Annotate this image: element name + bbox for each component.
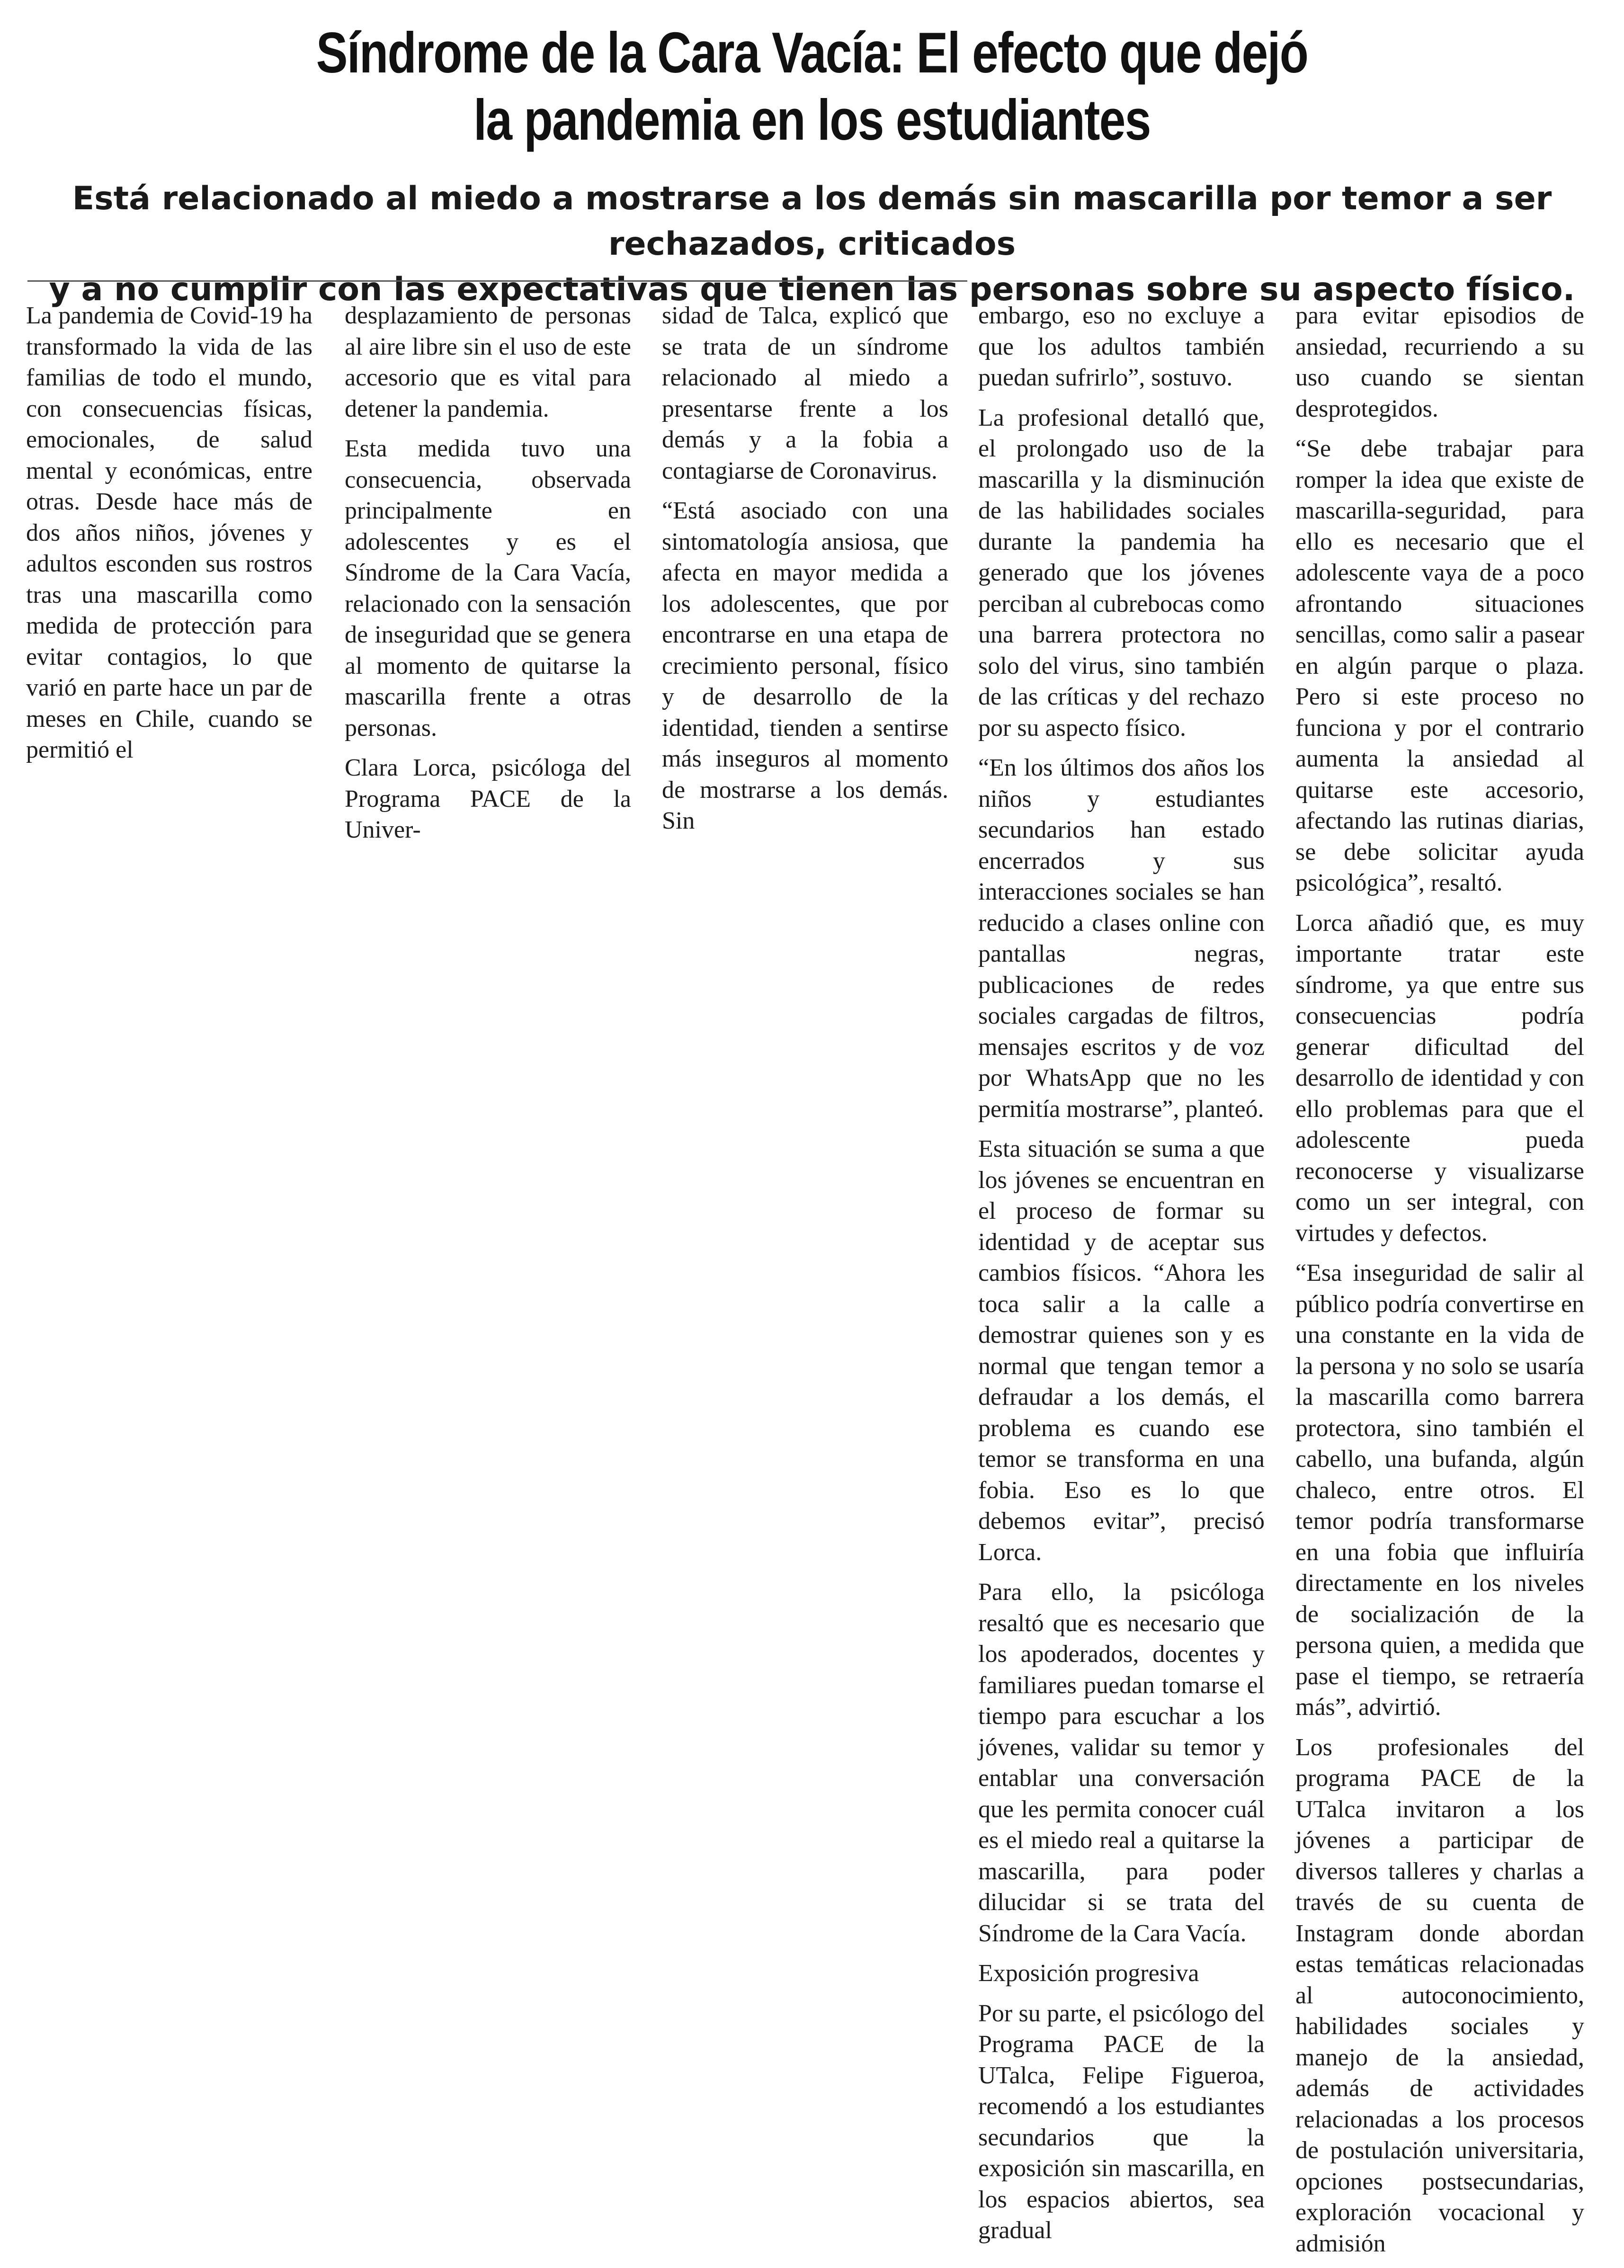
headline-line-1: Síndrome de la Cara Vacía: El efecto que dejó [316,20,1308,85]
subhead-line-2: y a no cumplir con las expectativas que tienen las personas sobre su aspecto físico. [49,271,1575,308]
subhead-line-1: Está relacionado al miedo a mostrarse a los demás sin mascarilla por temor a ser rechazados, criticados [72,180,1552,263]
paragraph: Por su parte, el psicólogo del Programa PACE de la UTalca, Felipe Figueroa, recomendó a los estudiantes secundarios que la exposición sin mascarilla, en los espacios abiertos, sea gradual [978,2000,1265,2244]
paragraph: Esta situación se suma a que los jóvenes se encuentran en el proceso de formar su identidad y de aceptar sus cambios físicos. “Ahora les toca salir a la calle a demostrar quienes son y es normal que tengan temor a defraudar a los demás, el problema es cuando ese temor se transforma en una fobia. Eso es lo que debemos evitar”, precisó Lorca. [978,1135,1265,1566]
paragraph: sidad de Talca, explicó que se trata de un síndrome relacionado al miedo a presentarse frente a los demás y a la fobia a contagiarse de Coronavirus. [662,302,948,484]
paragraph: Esta medida tuvo una consecuencia, observada principalmente en adolescentes y es el Síndrome de la Cara Vacía, relacionado con la sensación de inseguridad que se genera al momento de quitarse la mascarilla frente a otras personas. [345,435,631,741]
paragraph: Lorca añadió que, es muy importante tratar este síndrome, ya que entre sus consecuencias podría generar dificultad del desarrollo de identidad y con ello problemas para que el adolescente pueda reconocerse y visualizarse como un ser integral, con virtudes y defectos. [1295,909,1584,1247]
section-subtitle: Exposición progresiva [978,1960,1199,1987]
paragraph: “Se debe trabajar para romper la idea que existe de mascarilla-seguridad, para ello es necesario que el adolescente vaya de a poco afrontando situaciones sencillas, como salir a pasear en algún parque o plaza. Pero si este proceso no funciona y por el contrario aumenta la ansiedad al quitarse este accesorio, afectando las rutinas diarias, se debe solicitar ayuda psicológica”, resaltó. [1295,435,1584,896]
paragraph: “Esa inseguridad de salir al público podría convertirse en una constante en la vida de la persona y no solo se usaría la mascarilla como barrera protectora, sino también el cabello, una bufanda, algún chaleco, entre otros. El temor podría transformarse en una fobia que influiría directamente en los niveles de socialización de la persona quien, a medida que pase el tiempo, se retraería más”, advirtió. [1295,1259,1584,1721]
article-subhead [28,176,1596,313]
article-headline [146,19,1478,153]
article-column-2 [345,300,631,855]
paragraph: Clara Lorca, psicóloga del Programa PACE de la Univer- [345,754,631,843]
paragraph: para evitar episodios de ansiedad, recurriendo a su uso cuando se sientan desprotegidos. [1295,302,1584,422]
paragraph: desplazamiento de personas al aire libre sin el uso de este accesorio que es vital para detener la pandemia. [345,302,631,422]
paragraph: Para ello, la psicóloga resaltó que es necesario que los apoderados, docentes y familiares puedan tomarse el tiempo para escuchar a los jóvenes, validar su temor y entablar una conversación que les permita conocer cuál es el miedo real a quitarse la mascarilla, para poder dilucidar si se trata del Síndrome de la Cara Vacía. [978,1579,1265,1947]
paragraph: Los profesionales del programa PACE de la UTalca invitaron a los jóvenes a participar de diversos talleres y charlas a través de su cuenta de Instagram donde abordan estas temáticas relacionadas al autoconocimiento, habilidades sociales y manejo de la ansiedad, además de actividades relacionadas a los procesos de postulación universitaria, opciones postsecundarias, exploración vocacional y admisión [1295,1733,1584,2257]
article-column-1 [26,300,312,775]
article-column-4 [978,300,1265,2255]
paragraph: La profesional detalló que, el prolongado uso de la mascarilla y la disminución de las habilidades sociales durante la pandemia ha generado que los jóvenes perciban al cubrebocas como una barrera protectora no solo del virus, sino también de las críticas y del rechazo por su aspecto físico. [978,404,1265,741]
paragraph: “En los últimos dos años los niños y estudiantes secundarios han estado encerrados y sus interacciones sociales se han reducido a clases online con pantallas negras, publicaciones de redes sociales cargadas de filtros, mensajes escritos y de voz por WhatsApp que no les permitía mostrarse”, planteó. [978,754,1265,1123]
paragraph: La pandemia de Covid-19 ha transformado la vida de las familias de todo el mundo, con consecuencias físicas, emocionales, de salud mental y económicas, entre otras. Desde hace más de dos años niños, jóvenes y adultos esconden sus rostros tras una mascarilla como medida de protección para evitar contagios, lo que varió en parte hace un par de meses en Chile, cuando se permitió el [26,302,312,763]
paragraph: embargo, eso no excluye a que los adultos también puedan sufrirlo”, sostuvo. [978,302,1265,391]
article-column-5 [1295,300,1584,2268]
headline-line-2: la pandemia en los estudiantes [473,88,1151,152]
article-column-3 [662,300,948,846]
paragraph: “Está asociado con una sintomatología ansiosa, que afecta en mayor medida a los adolescentes, que por encontrarse en una etapa de crecimiento personal, físico y de desarrollo de la identidad, tienden a sentirse más inseguros al momento de mostrarse a los demás. Sin [662,497,948,834]
header-divider [27,280,967,282]
